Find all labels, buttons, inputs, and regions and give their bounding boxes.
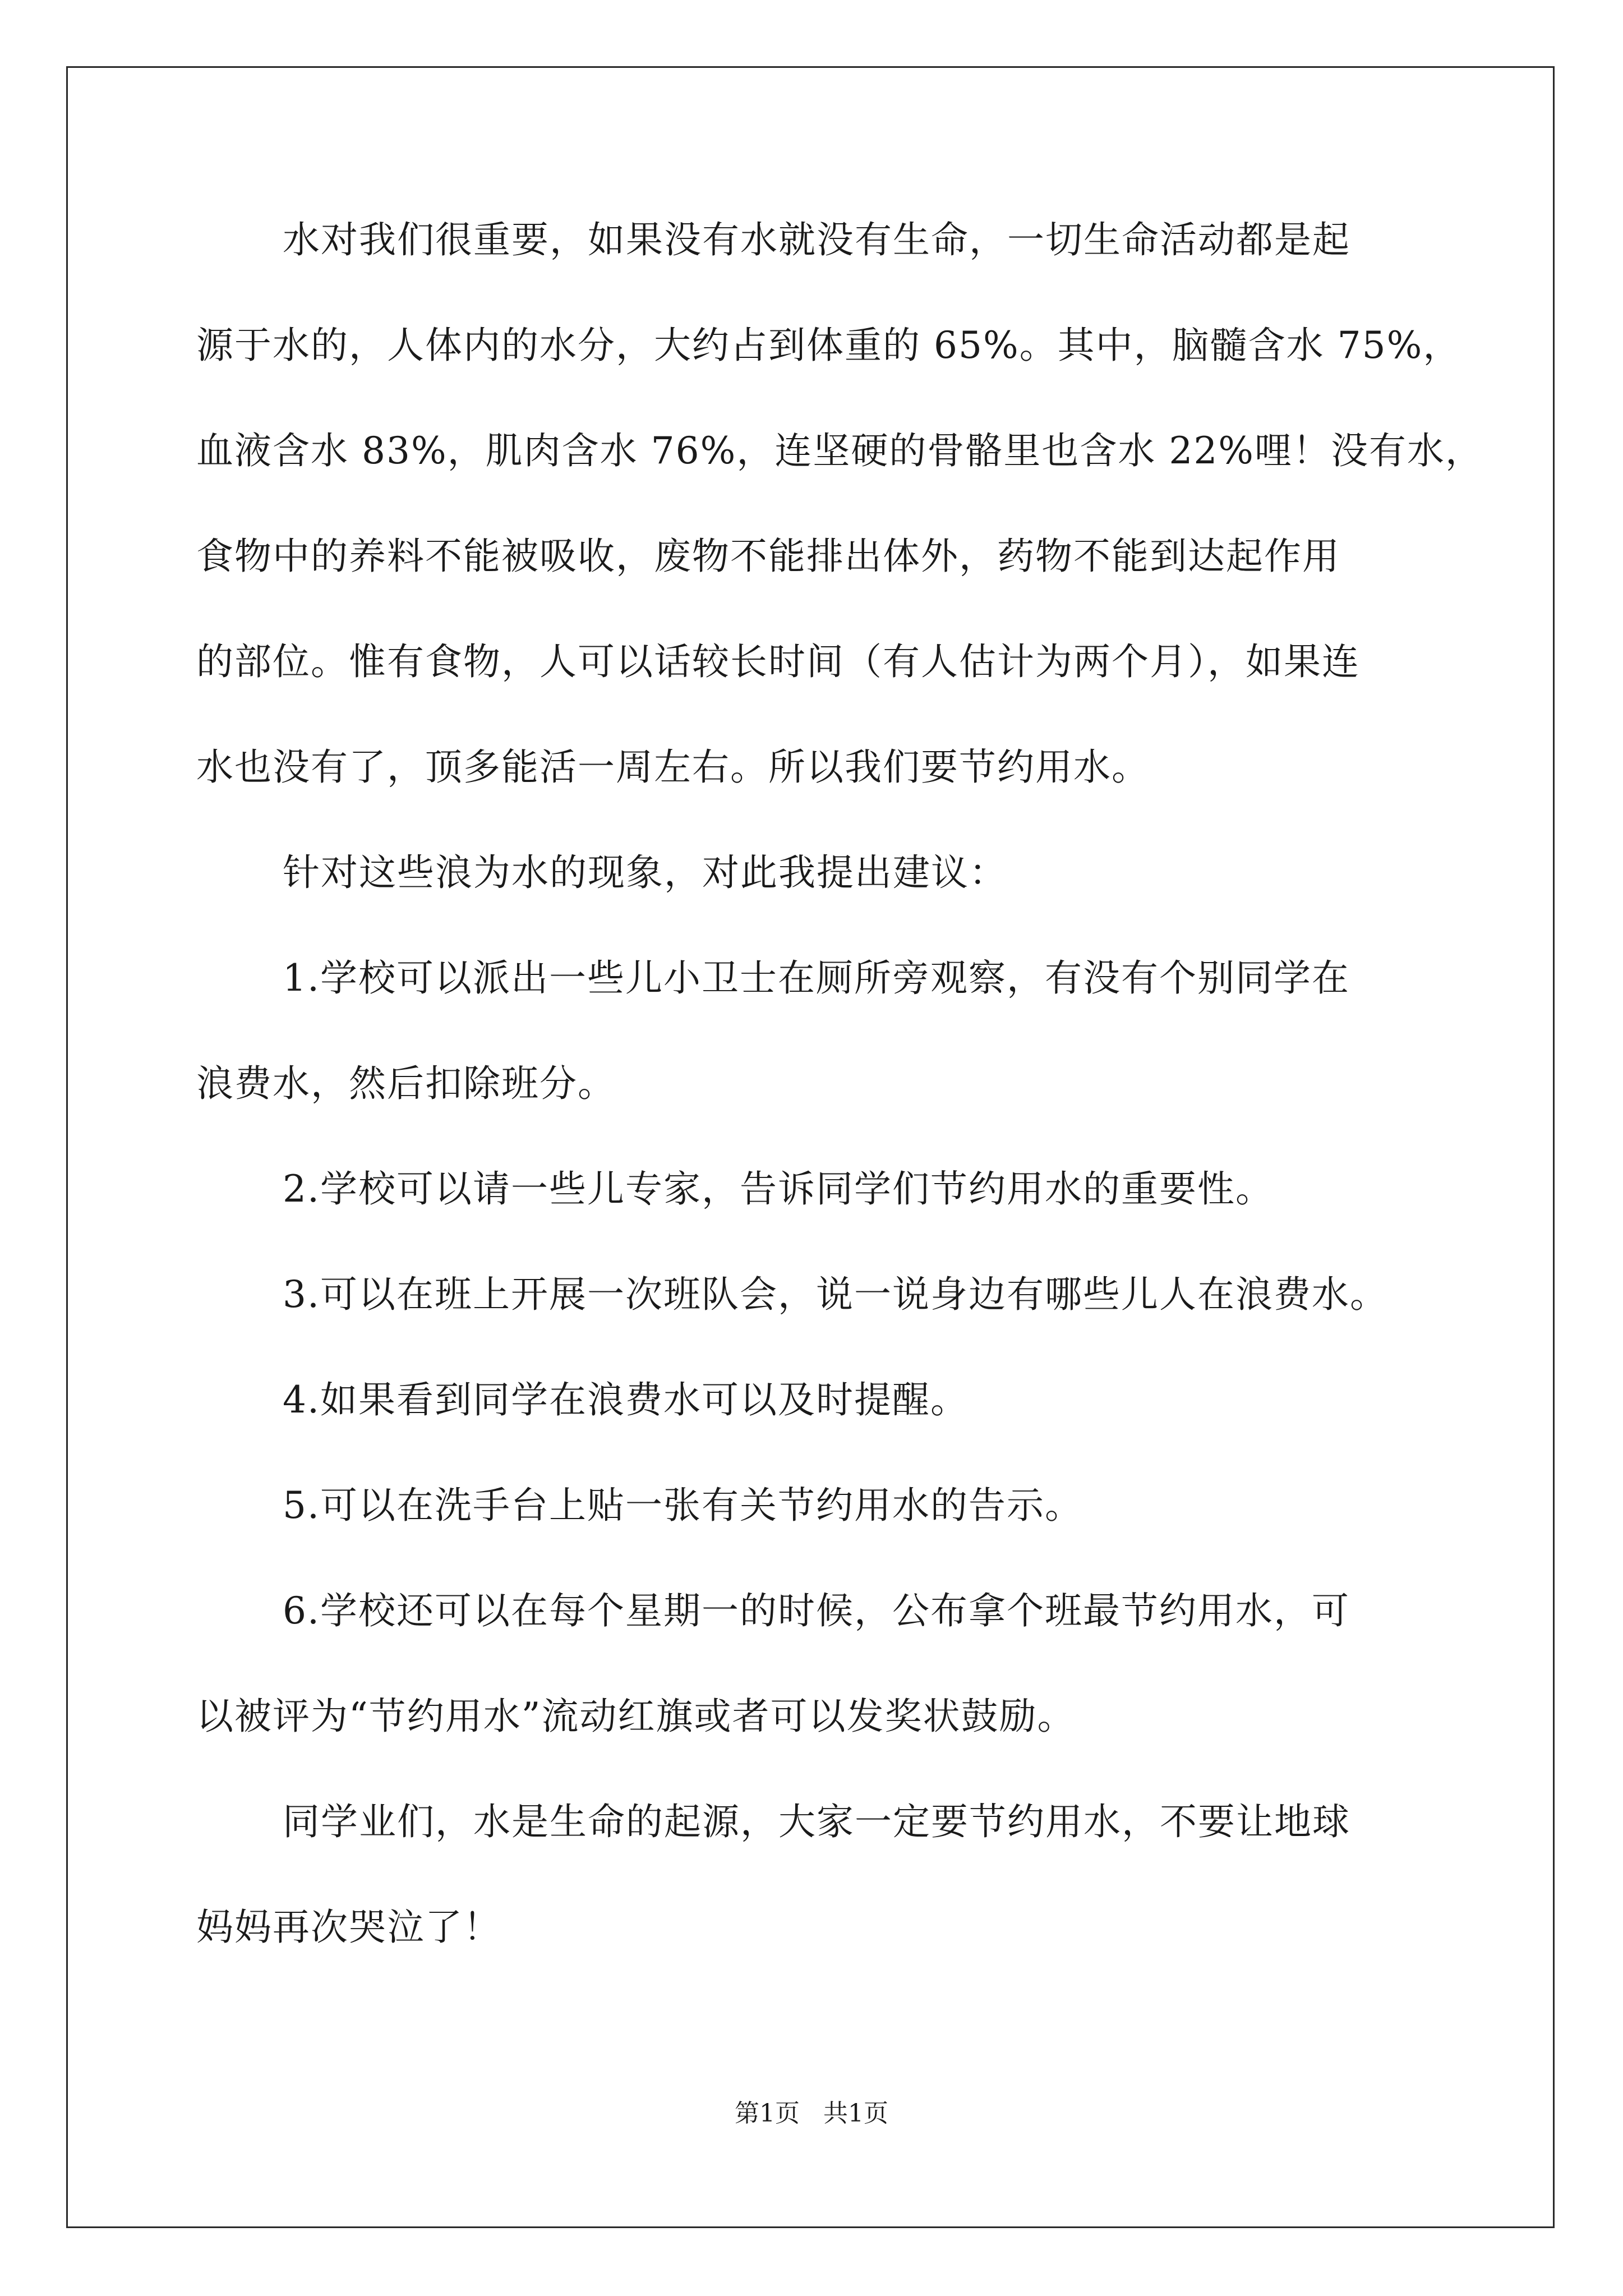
paragraph-line: 同学业们，水是生命的起源，大家一定要节约用水，不要让地球 bbox=[283, 1800, 1350, 1843]
list-item-line: 5.可以在洗手台上贴一张有关节约用水的告示。 bbox=[283, 1484, 1083, 1527]
paragraph-line: 源于水的，人体内的水分，大约占到体重的 65%。其中，脑髓含水 75%， bbox=[196, 324, 1461, 367]
paragraph-line: 水也没有了，顶多能活一周左右。所以我们要节约用水。 bbox=[196, 746, 1150, 789]
paragraph-line: 妈妈再次哭泣了！ bbox=[196, 1906, 501, 1949]
paragraph-line: 食物中的养料不能被吸收，废物不能排出体外，药物不能到达起作用 bbox=[196, 535, 1340, 578]
paragraph-line: 针对这些浪为水的现象，对此我提出建议： bbox=[283, 851, 1007, 894]
list-item-line: 1.学校可以派出一些儿小卫士在厕所旁观察，有没有个别同学在 bbox=[283, 956, 1350, 1000]
paragraph-line: 血液含水 83%，肌肉含水 76%，连坚硬的骨骼里也含水 22%哩！没有水， bbox=[196, 429, 1484, 472]
page-number-footer: 第1页 共1页 bbox=[735, 2099, 888, 2128]
list-item-line: 2.学校可以请一些儿专家，告诉同学们节约用水的重要性。 bbox=[283, 1167, 1274, 1211]
paragraph-line: 水对我们很重要，如果没有水就没有生命，一切生命活动都是起 bbox=[283, 218, 1350, 261]
paragraph-line: 的部位。惟有食物，人可以话较长时间（有人估计为两个月），如果连 bbox=[196, 640, 1360, 683]
list-item-line: 6.学校还可以在每个星期一的时候，公布拿个班最节约用水，可 bbox=[283, 1589, 1350, 1632]
list-item-line: 以被评为“节约用水”流动红旗或者可以发奖状鼓励。 bbox=[196, 1695, 1076, 1738]
list-item-line: 浪费水，然后扣除班分。 bbox=[196, 1062, 616, 1105]
list-item-line: 4.如果看到同学在浪费水可以及时提醒。 bbox=[283, 1378, 969, 1421]
list-item-line: 3.可以在班上开展一次班队会，说一说身边有哪些儿人在浪费水。 bbox=[283, 1273, 1388, 1316]
